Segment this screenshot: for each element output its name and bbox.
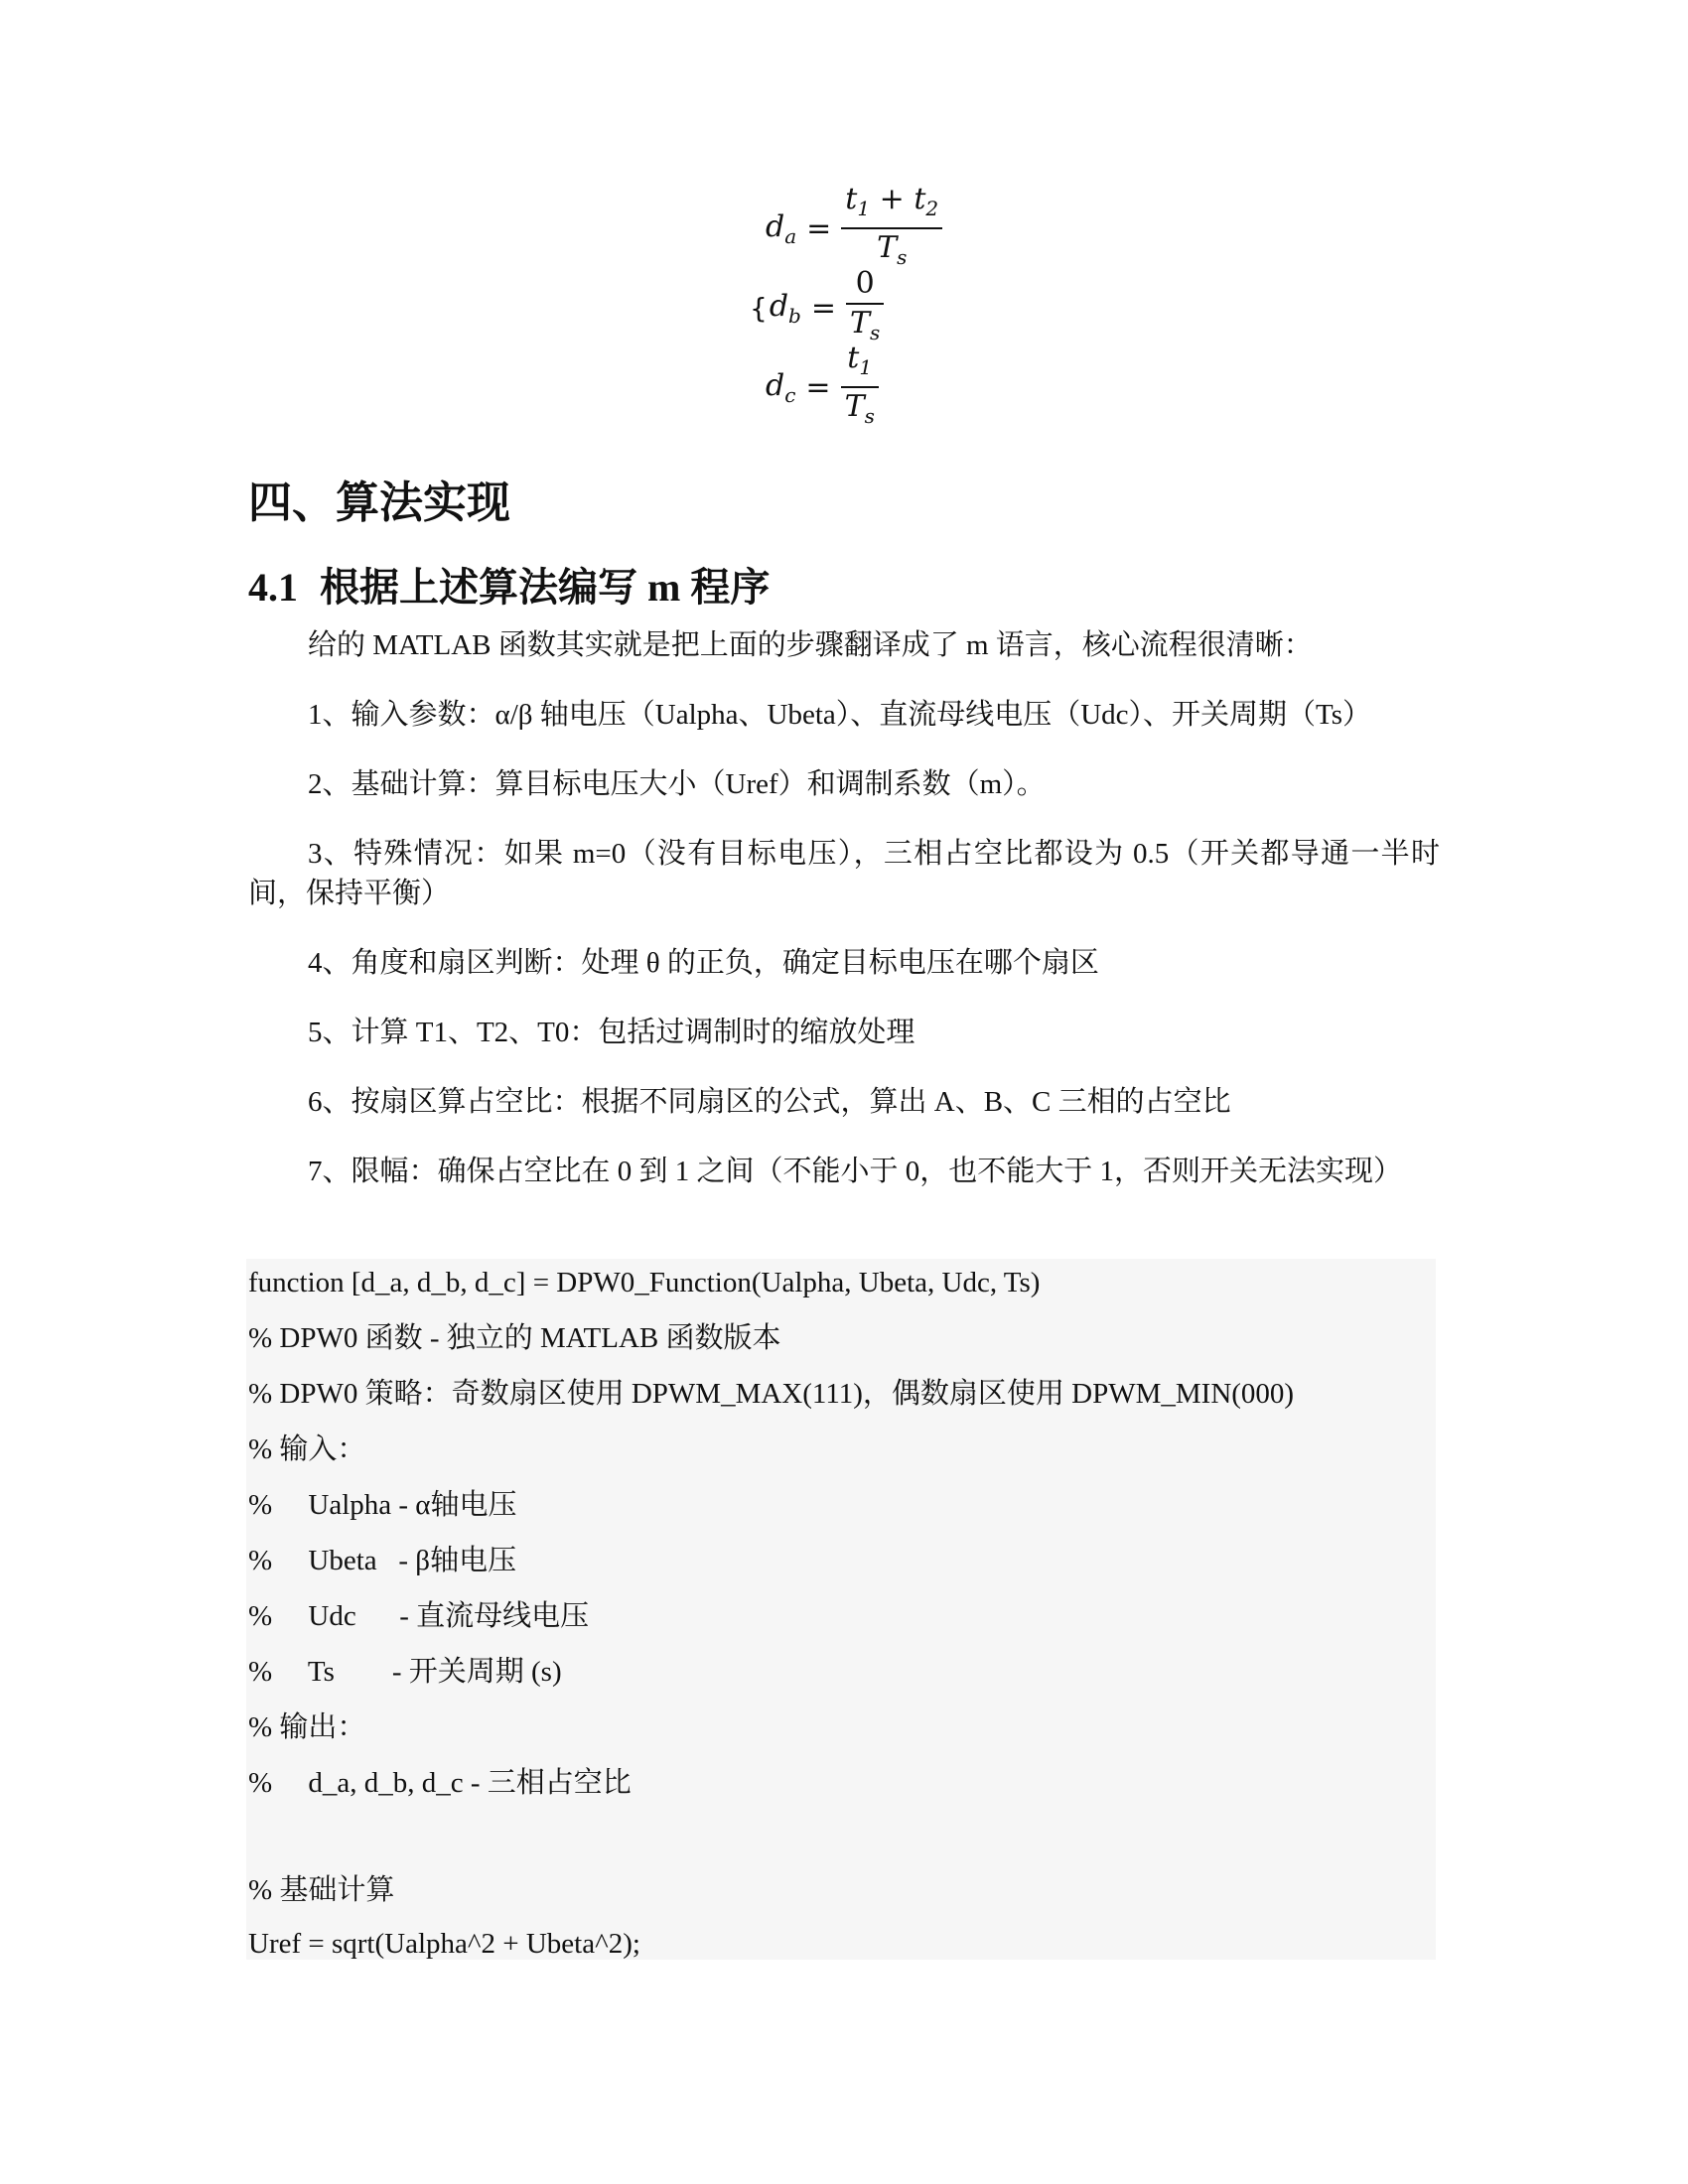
step-paragraph: 1、输入参数：α/β 轴电压（Ualpha、Ubeta）、直流母线电压（Udc）、开关周期（Ts） (308, 699, 1372, 731)
step-paragraph: 3、特殊情况：如果 m=0（没有目标电压），三相占空比都设为 0.5（开关都导通一半时间，保持平衡） (248, 838, 1440, 909)
equation-da: $d_a$ = $\frac{t_1 + t_2}{T_s}$ (766, 189, 942, 268)
code-line: % DPW0 函数 - 独立的 MATLAB 函数版本 (248, 1322, 781, 1354)
fraction: $\frac{0}{T_s}$ (846, 265, 884, 351)
equation-block (750, 182, 968, 447)
code-line: % 基础计算 (248, 1874, 395, 1906)
subsection-heading: 4.1 根据上述算法编写 m 程序 (248, 565, 771, 610)
fraction: $\frac{t_1 + t_2}{T_s}$ (841, 181, 942, 276)
code-line: % d_a, d_b, d_c - 三相占空比 (248, 1767, 632, 1799)
step-paragraph: 4、角度和扇区判断：处理 θ 的正负，确定目标电压在哪个扇区 (308, 947, 1099, 979)
step-paragraph: 6、按扇区算占空比：根据不同扇区的公式，算出 A、B、C 三相的占空比 (308, 1086, 1231, 1118)
equation-dc: $d_c$ = $\frac{t_1}{T_s}$ (766, 347, 879, 427)
fraction: $\frac{t_1}{T_s}$ (841, 340, 879, 435)
code-line: Uref = sqrt(Ualpha^2 + Ubeta^2); (248, 1928, 640, 1960)
step-paragraph: 2、基础计算：算目标电压大小（Uref）和调制系数（m）。 (308, 768, 1046, 800)
code-line: % Ualpha - α轴电压 (248, 1489, 517, 1521)
equation-db: { $d_b$ = $\frac{0}{T_s}$ (750, 268, 884, 347)
code-line: % 输入： (248, 1433, 366, 1465)
code-line: % Ubeta - β轴电压 (248, 1545, 517, 1576)
step-paragraph: 5、计算 T1、T2、T0：包括过调制时的缩放处理 (308, 1017, 915, 1048)
step-paragraph: 7、限幅：确保占空比在 0 到 1 之间（不能小于 0，也不能大于 1，否则开关无法实现） (308, 1156, 1403, 1187)
code-line: function [d_a, d_b, d_c] = DPW0_Function(Ualpha, Ubeta, Udc, Ts) (248, 1267, 1041, 1298)
code-line: % Ts - 开关周期 (s) (248, 1656, 562, 1688)
section-heading: 四、算法实现 (248, 478, 510, 527)
code-line: % Udc - 直流母线电压 (248, 1600, 590, 1632)
intro-paragraph: 给的 MATLAB 函数其实就是把上面的步骤翻译成了 m 语言，核心流程很清晰： (308, 629, 1313, 661)
code-line: % DPW0 策略：奇数扇区使用 DPWM_MAX(111)，偶数扇区使用 DPWM_MIN(000) (248, 1378, 1295, 1410)
code-line: % 输出： (248, 1711, 366, 1743)
